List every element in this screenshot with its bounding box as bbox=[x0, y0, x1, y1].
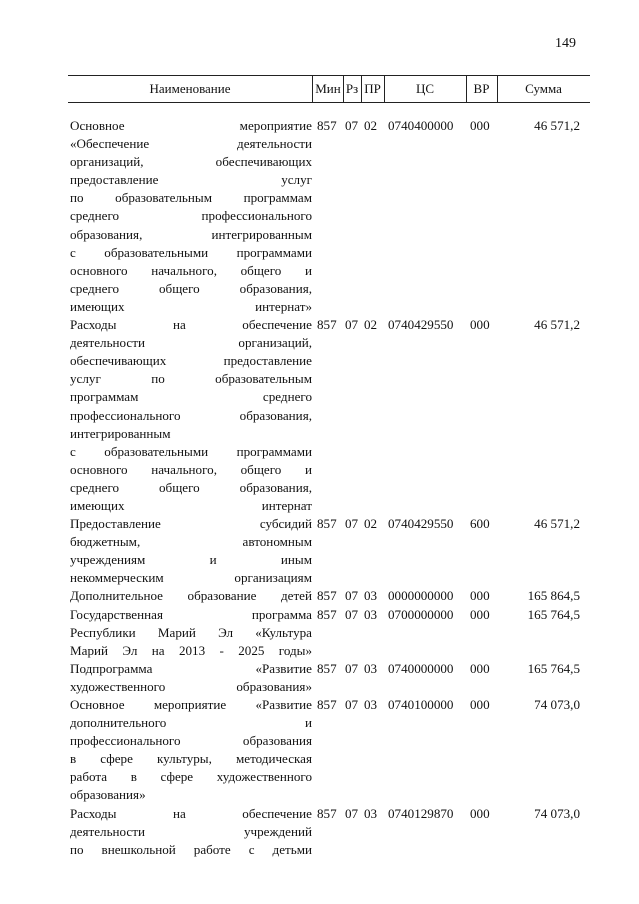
header-pr: ПР bbox=[364, 81, 381, 96]
row-sum: 74 073,0 bbox=[534, 805, 580, 821]
row-name bbox=[70, 660, 312, 696]
row-rz: 07 bbox=[345, 317, 359, 333]
row-name-line: среднего общего образования, bbox=[70, 479, 312, 495]
row-name bbox=[70, 696, 312, 805]
table-row bbox=[0, 515, 639, 587]
row-sum: 165 764,5 bbox=[527, 606, 580, 622]
row-pr: 03 bbox=[364, 660, 378, 676]
row-name bbox=[70, 515, 312, 587]
row-name-line: основного начального, общего и bbox=[70, 461, 312, 477]
row-min: 857 bbox=[317, 317, 337, 333]
row-name bbox=[70, 587, 312, 605]
row-pr: 02 bbox=[364, 317, 378, 333]
row-name-line: деятельности учреждений bbox=[70, 823, 312, 839]
row-name-line: Государственная программа bbox=[70, 606, 312, 622]
table-body bbox=[0, 117, 639, 859]
row-name-line: Республики Марий Эл «Культура bbox=[70, 624, 312, 640]
row-name-line: Основное мероприятие bbox=[70, 118, 312, 133]
row-cs: 0740000000 bbox=[388, 660, 454, 676]
header-cs: ЦС bbox=[415, 81, 435, 96]
row-vr: 000 bbox=[470, 660, 490, 676]
row-min: 857 bbox=[317, 588, 337, 604]
row-pr: 02 bbox=[364, 516, 378, 532]
row-name-line: профессионального образования, bbox=[70, 407, 312, 423]
row-name-line: основного начального, общего и bbox=[70, 262, 312, 278]
row-name-line: с образовательными программами bbox=[70, 443, 312, 459]
header-min: Мин bbox=[315, 81, 341, 96]
row-cs: 0740429550 bbox=[388, 317, 454, 333]
row-sum: 46 571,2 bbox=[534, 516, 580, 532]
row-name-line: по образовательным программам bbox=[70, 190, 312, 206]
row-name-line: Дополнительное образование детей bbox=[70, 588, 312, 604]
header-sum: Сумма bbox=[525, 81, 562, 96]
row-min: 857 bbox=[317, 118, 337, 133]
row-name-line: учреждениям и иным bbox=[70, 552, 312, 568]
row-name-line: некоммерческим организациям bbox=[70, 570, 312, 586]
row-sum: 46 571,2 bbox=[534, 118, 580, 133]
row-name bbox=[70, 606, 312, 660]
row-vr: 000 bbox=[470, 118, 490, 133]
row-name-line: художественного образования» bbox=[70, 678, 312, 694]
row-name-line: интегрированным bbox=[70, 425, 171, 441]
row-rz: 07 bbox=[345, 697, 359, 712]
row-rz: 07 bbox=[345, 516, 359, 532]
row-pr: 03 bbox=[364, 588, 378, 604]
row-rz: 07 bbox=[345, 606, 359, 622]
table-row bbox=[0, 316, 639, 515]
row-name-line: «Обеспечение деятельности bbox=[70, 136, 312, 152]
row-name-line: Предоставление субсидий bbox=[70, 516, 312, 532]
row-vr: 600 bbox=[470, 516, 490, 532]
header-rz: Рз bbox=[345, 81, 359, 96]
row-vr: 000 bbox=[470, 588, 490, 604]
table-row bbox=[0, 606, 639, 660]
row-name-line: обеспечивающих предоставление bbox=[70, 353, 312, 369]
row-name-line: с образовательными программами bbox=[70, 244, 312, 260]
row-name-line: работа в сфере художественного bbox=[70, 769, 312, 785]
row-sum: 46 571,2 bbox=[534, 317, 580, 333]
row-rz: 07 bbox=[345, 805, 359, 821]
header-vr: ВР bbox=[473, 81, 490, 96]
row-name-line: образования» bbox=[70, 787, 146, 803]
row-name bbox=[70, 316, 312, 515]
row-vr: 000 bbox=[470, 606, 490, 622]
table-top-border bbox=[68, 75, 590, 76]
row-pr: 03 bbox=[364, 697, 378, 712]
row-name-line: среднего профессионального bbox=[70, 208, 312, 224]
row-cs: 0740400000 bbox=[388, 118, 454, 133]
row-name-line: Расходы на обеспечение bbox=[70, 805, 312, 821]
row-sum: 74 073,0 bbox=[534, 697, 580, 712]
row-name-line: имеющих интернат bbox=[70, 497, 312, 513]
row-rz: 07 bbox=[345, 660, 359, 676]
table-row bbox=[0, 587, 639, 605]
row-vr: 000 bbox=[470, 317, 490, 333]
row-name-line: по внешкольной работе с детьми bbox=[70, 841, 312, 857]
row-min: 857 bbox=[317, 660, 337, 676]
table-header-bottom-border bbox=[68, 102, 590, 103]
row-sum: 165 864,5 bbox=[527, 588, 580, 604]
row-min: 857 bbox=[317, 606, 337, 622]
row-name-line: Подпрограмма «Развитие bbox=[70, 660, 312, 676]
row-min: 857 bbox=[317, 697, 337, 712]
table-row bbox=[0, 805, 639, 859]
row-pr: 02 bbox=[364, 118, 378, 133]
row-name-line: бюджетным, автономным bbox=[70, 534, 312, 550]
row-name-line: программам среднего bbox=[70, 389, 312, 405]
row-cs: 0740129870 bbox=[388, 805, 454, 821]
header-name: Наименование bbox=[149, 81, 231, 96]
page-number: 149 bbox=[555, 36, 576, 51]
row-name-line: Основное мероприятие «Развитие bbox=[70, 697, 312, 712]
row-name bbox=[70, 117, 312, 316]
table-row bbox=[0, 696, 639, 805]
table-row bbox=[0, 660, 639, 696]
row-vr: 000 bbox=[470, 697, 490, 712]
table-row bbox=[0, 117, 639, 316]
row-cs: 0000000000 bbox=[388, 588, 454, 604]
row-name-line: предоставление услуг bbox=[70, 172, 312, 188]
row-min: 857 bbox=[317, 516, 337, 532]
row-sum: 165 764,5 bbox=[527, 660, 580, 676]
row-rz: 07 bbox=[345, 118, 359, 133]
row-pr: 03 bbox=[364, 606, 378, 622]
row-cs: 0740429550 bbox=[388, 516, 454, 532]
row-min: 857 bbox=[317, 805, 337, 821]
row-vr: 000 bbox=[470, 805, 490, 821]
row-name-line: имеющих интернат» bbox=[70, 298, 312, 314]
row-name-line: профессионального образования bbox=[70, 733, 312, 749]
row-name-line: деятельности организаций, bbox=[70, 335, 312, 351]
row-name-line: Расходы на обеспечение bbox=[70, 317, 312, 333]
row-name-line: дополнительного и bbox=[70, 715, 312, 731]
row-name-line: в сфере культуры, методическая bbox=[70, 751, 312, 767]
row-name-line: услуг по образовательным bbox=[70, 371, 312, 387]
row-name-line: среднего общего образования, bbox=[70, 280, 312, 296]
row-cs: 0740100000 bbox=[388, 697, 454, 712]
row-name bbox=[70, 805, 312, 859]
row-cs: 0700000000 bbox=[388, 606, 454, 622]
row-name-line: организаций, обеспечивающих bbox=[70, 154, 312, 170]
row-rz: 07 bbox=[345, 588, 359, 604]
row-pr: 03 bbox=[364, 805, 378, 821]
row-name-line: Марий Эл на 2013 - 2025 годы» bbox=[70, 642, 312, 658]
row-name-line: образования, интегрированным bbox=[70, 226, 312, 242]
